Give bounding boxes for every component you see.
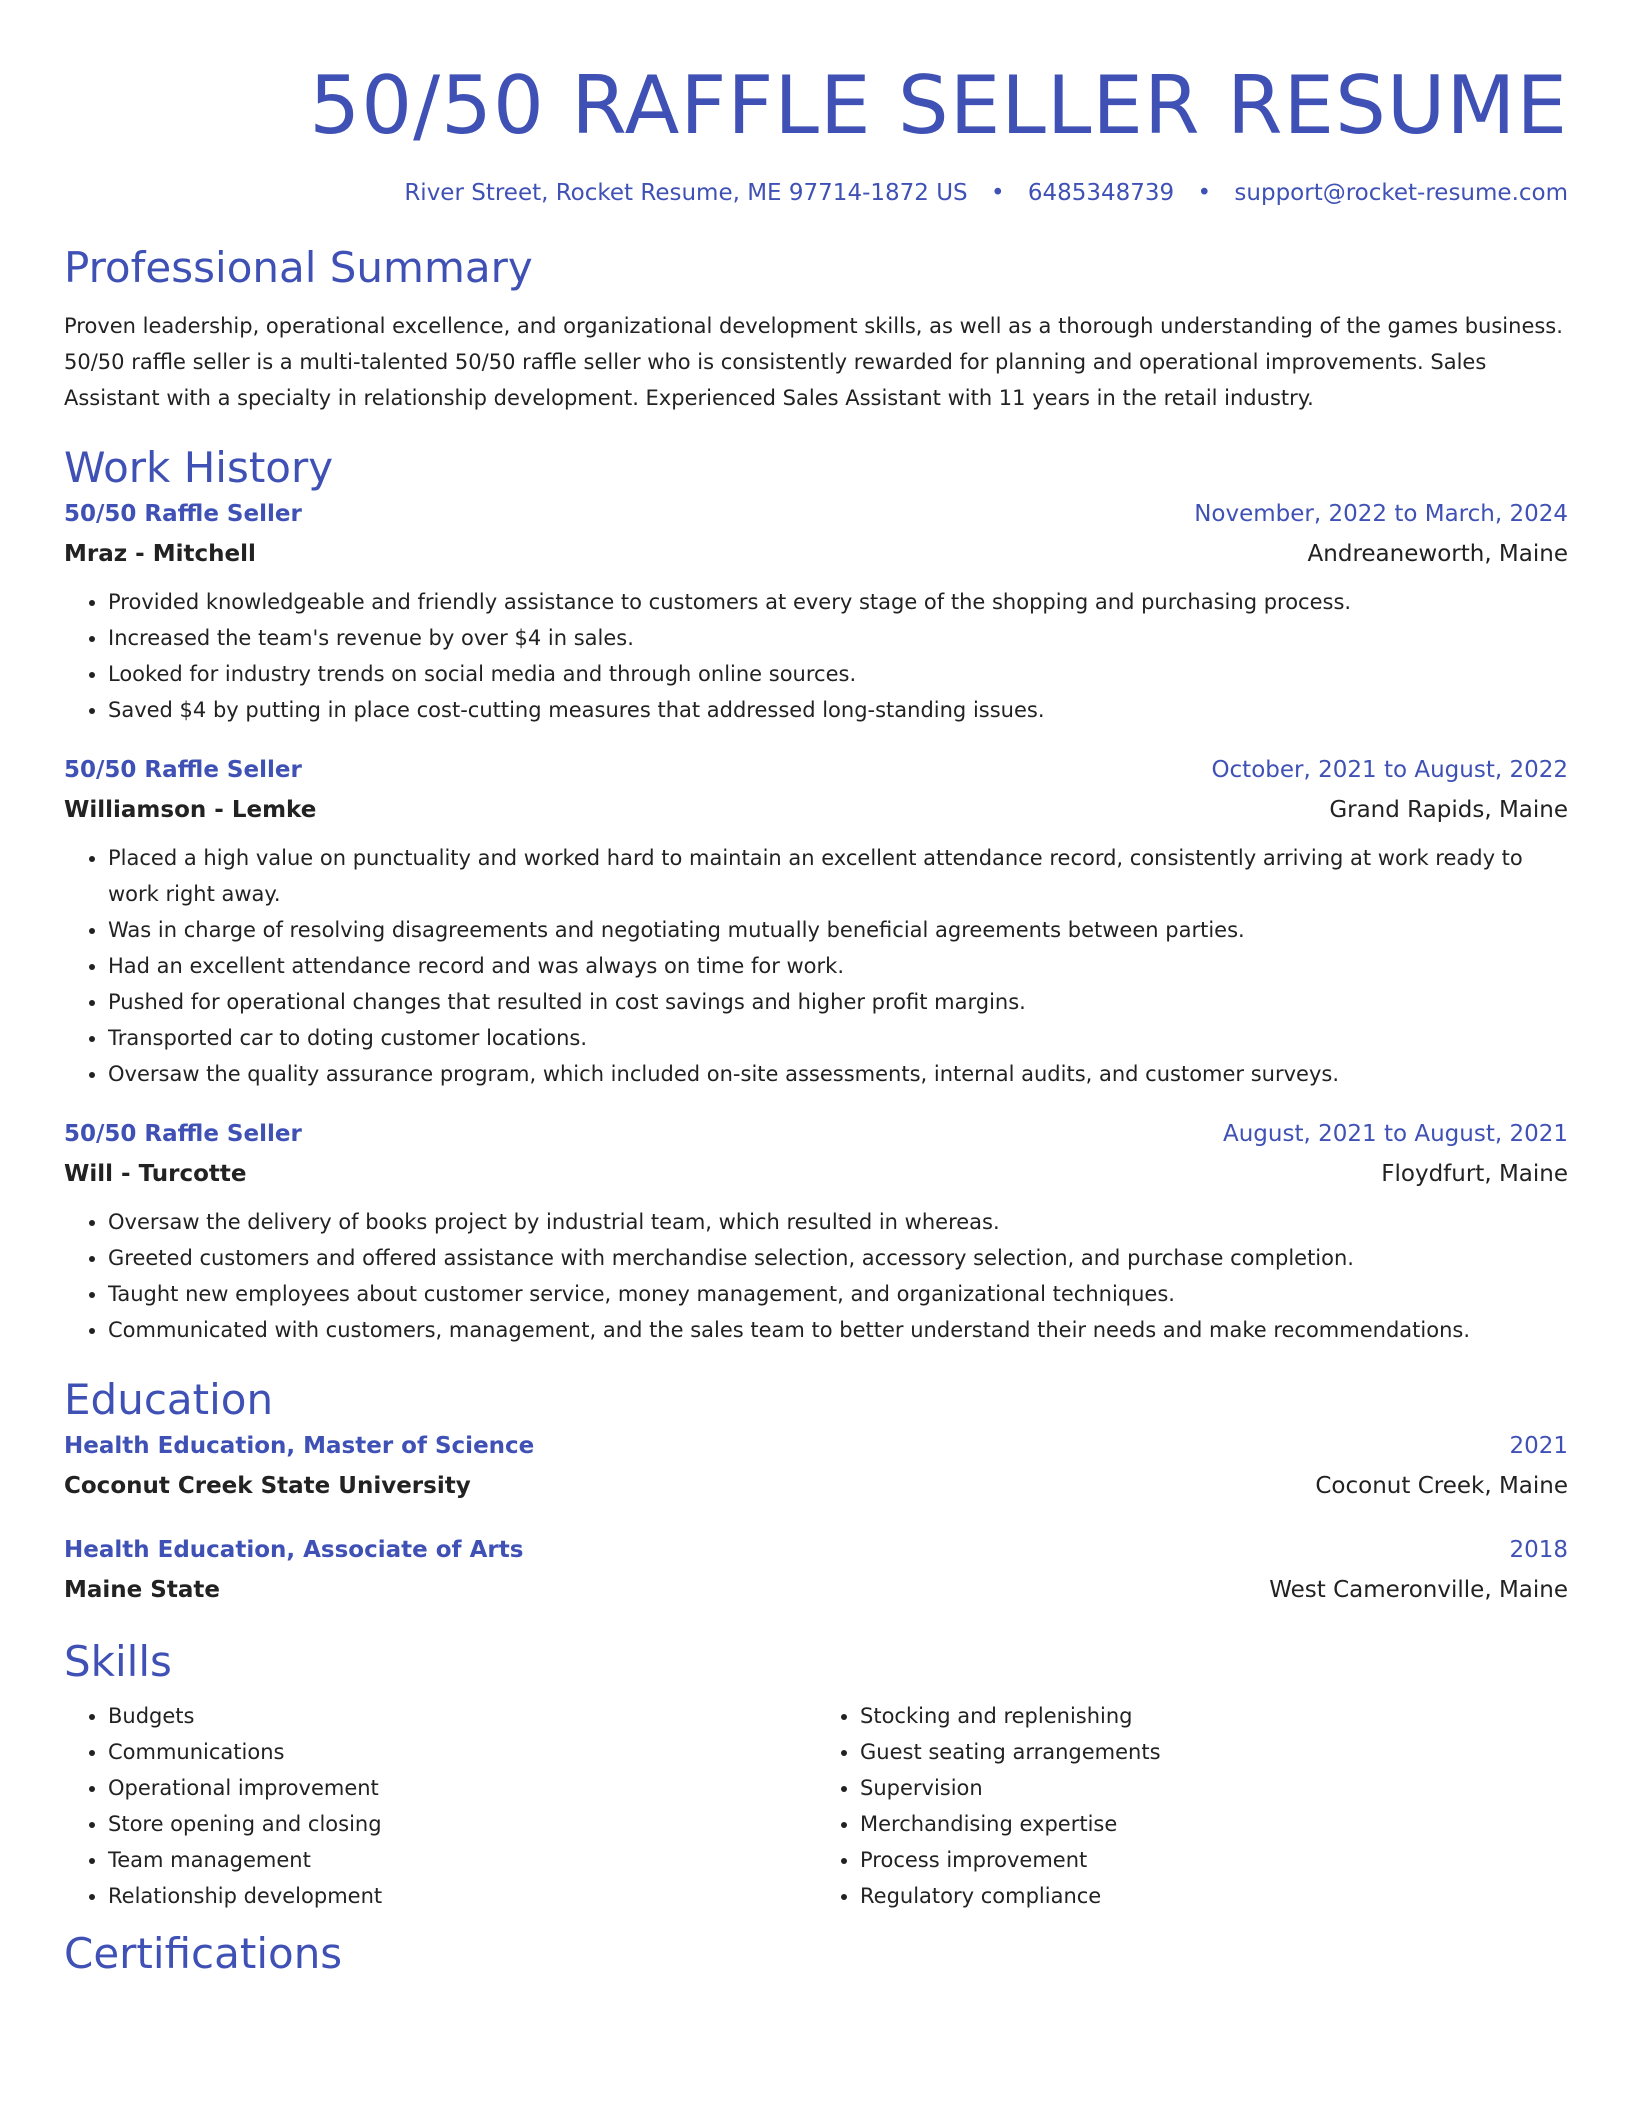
job-entry: [64, 1114, 1568, 1348]
job-bullet: • Communicated with customers, management, and the sales team to better understand their needs and make recommendations.: [108, 1312, 1568, 1348]
skill-item: • Store opening and closing: [108, 1806, 816, 1842]
job-bullet: • Transported car to doting customer locations.: [108, 1020, 1568, 1056]
skills-list-left: [64, 1698, 816, 1914]
job-bullet: • Saved $4 by putting in place cost-cutting measures that addressed long-standing issues.: [108, 692, 1568, 728]
job-bullet: • Increased the team's revenue by over $4 in sales.: [108, 620, 1568, 656]
education-school: Maine State: [64, 1577, 220, 1603]
job-company-row: [64, 1154, 1568, 1194]
skill-item: • Communications: [108, 1734, 816, 1770]
job-role: 50/50 Raffle Seller: [64, 757, 302, 783]
contact-separator: •: [990, 180, 1005, 206]
job-entry: [64, 494, 1568, 728]
job-company: Williamson - Lemke: [64, 797, 317, 823]
skill-item: • Supervision: [860, 1770, 1568, 1806]
skill-item: • Regulatory compliance: [860, 1878, 1568, 1914]
job-header-row: [64, 494, 1568, 534]
education-entry: [64, 1426, 1568, 1506]
job-bullet: • Taught new employees about customer service, money management, and organizational techniques.: [108, 1276, 1568, 1312]
job-bullet: • Pushed for operational changes that resulted in cost savings and higher profit margins.: [108, 984, 1568, 1020]
job-company-row: [64, 790, 1568, 830]
contact-line: [64, 178, 1568, 208]
job-role: 50/50 Raffle Seller: [64, 1121, 302, 1147]
job-location: Floydfurt, Maine: [1381, 1161, 1568, 1187]
education-header-row: [64, 1426, 1568, 1466]
skill-item: • Process improvement: [860, 1842, 1568, 1878]
education-location: West Cameronville, Maine: [1269, 1577, 1568, 1603]
education-year: 2021: [1509, 1433, 1568, 1459]
education-location: Coconut Creek, Maine: [1315, 1473, 1568, 1499]
education-school-row: [64, 1466, 1568, 1506]
job-dates: August, 2021 to August, 2021: [1223, 1121, 1568, 1147]
job-bullet: • Oversaw the delivery of books project by industrial team, which resulted in whereas.: [108, 1204, 1568, 1240]
job-bullets: [64, 1204, 1568, 1348]
skills-columns: [64, 1698, 1568, 1914]
job-role: 50/50 Raffle Seller: [64, 501, 302, 527]
job-bullet: • Placed a high value on punctuality and worked hard to maintain an excellent attendance record, consistently arriving at work ready to work right away.: [108, 840, 1568, 912]
skill-item: • Budgets: [108, 1698, 816, 1734]
job-location: Andreaneworth, Maine: [1307, 541, 1568, 567]
job-bullet: • Greeted customers and offered assistance with merchandise selection, accessory selection, and purchase completion.: [108, 1240, 1568, 1276]
resume-title: 50/50 RAFFLE SELLER RESUME: [309, 59, 1568, 152]
skill-item: • Guest seating arrangements: [860, 1734, 1568, 1770]
contact-phone: 6485348739: [1027, 180, 1175, 206]
job-location: Grand Rapids, Maine: [1329, 797, 1568, 823]
education-degree: Health Education, Associate of Arts: [64, 1537, 524, 1563]
work-history-heading: Work History: [64, 443, 334, 492]
skills-list-right: [816, 1698, 1568, 1914]
skill-item: • Team management: [108, 1842, 816, 1878]
skill-item: • Operational improvement: [108, 1770, 816, 1806]
job-bullet: • Provided knowledgeable and friendly assistance to customers at every stage of the shopping and purchasing process.: [108, 584, 1568, 620]
job-bullet: • Looked for industry trends on social media and through online sources.: [108, 656, 1568, 692]
job-bullet: • Oversaw the quality assurance program, which included on-site assessments, internal audits, and customer surveys.: [108, 1056, 1568, 1092]
job-dates: November, 2022 to March, 2024: [1194, 501, 1568, 527]
job-bullets: [64, 584, 1568, 728]
contact-email: support@rocket-resume.com: [1234, 180, 1568, 206]
job-dates: October, 2021 to August, 2022: [1211, 757, 1568, 783]
job-company-row: [64, 534, 1568, 574]
contact-address: River Street, Rocket Resume, ME 97714-1872 US: [404, 180, 968, 206]
contact-separator: •: [1197, 180, 1212, 206]
education-degree: Health Education, Master of Science: [64, 1433, 535, 1459]
summary-heading: Professional Summary: [64, 243, 533, 292]
education-year: 2018: [1509, 1537, 1568, 1563]
job-company: Will - Turcotte: [64, 1161, 247, 1187]
job-entry: [64, 750, 1568, 1092]
skill-item: • Merchandising expertise: [860, 1806, 1568, 1842]
job-company: Mraz - Mitchell: [64, 541, 256, 567]
job-bullet: • Had an excellent attendance record and was always on time for work.: [108, 948, 1568, 984]
skills-heading: Skills: [64, 1637, 172, 1686]
education-entry: [64, 1530, 1568, 1610]
summary-text: Proven leadership, operational excellence, and organizational development skills, as well as a thorough understanding of the games business. 50/50 raffle seller is a multi-talented 50/50 raffle seller who is consistently rewarded for planning and operational improvements. Sales Assistant with a specialty in relationship development. Experienced Sales Assistant with 11 years in the retail industry.: [64, 314, 1563, 410]
job-bullet: • Was in charge of resolving disagreements and negotiating mutually beneficial agreements between parties.: [108, 912, 1568, 948]
education-school-row: [64, 1570, 1568, 1610]
job-header-row: [64, 1114, 1568, 1154]
education-school: Coconut Creek State University: [64, 1473, 471, 1499]
certifications-heading: Certifications: [64, 1929, 343, 1978]
skill-item: • Stocking and replenishing: [860, 1698, 1568, 1734]
job-bullets: [64, 840, 1568, 1092]
skill-item: • Relationship development: [108, 1878, 816, 1914]
education-header-row: [64, 1530, 1568, 1570]
education-heading: Education: [64, 1375, 274, 1424]
job-header-row: [64, 750, 1568, 790]
